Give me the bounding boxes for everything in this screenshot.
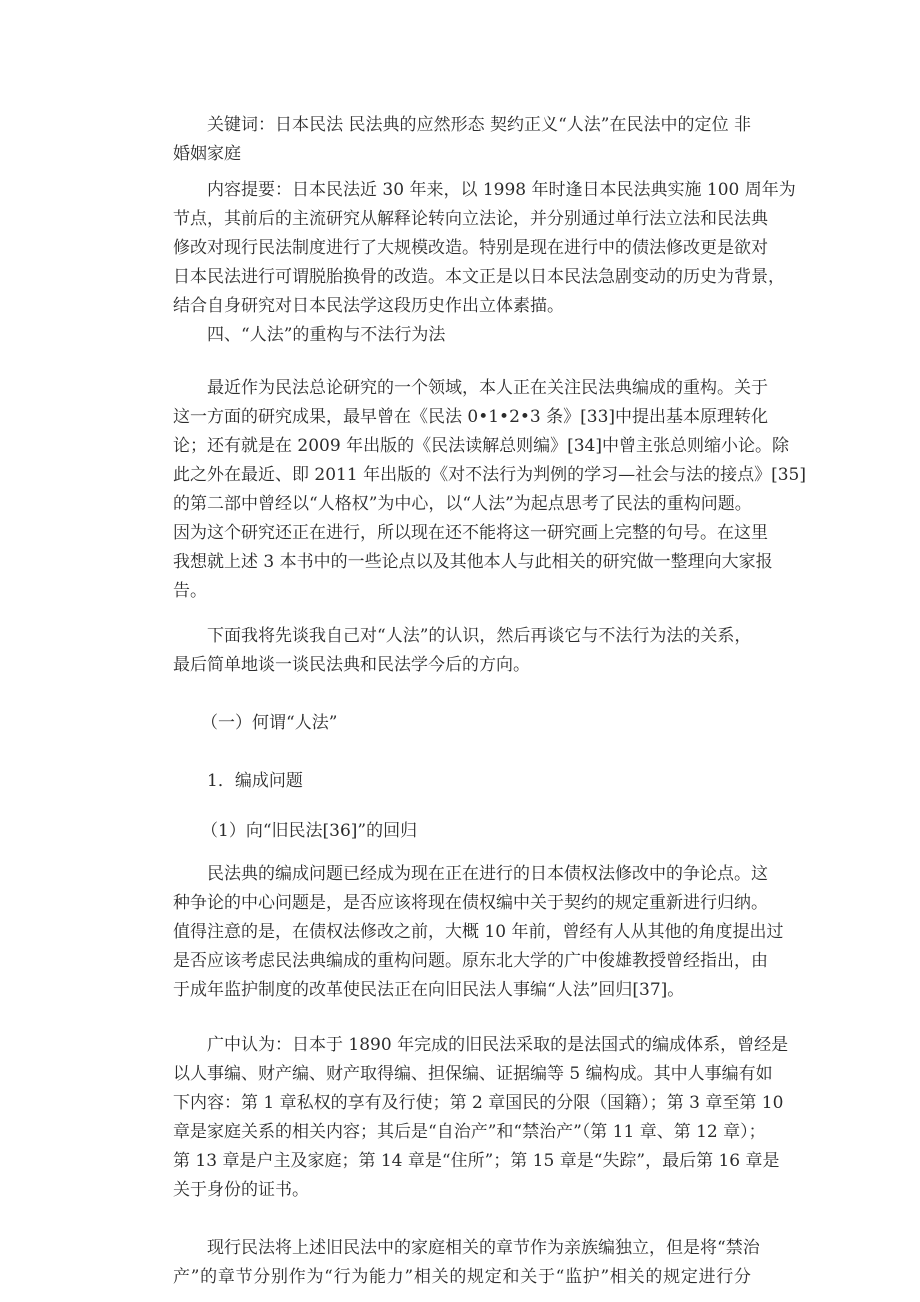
text-line: 节点，其前后的主流研究从解释论转向立法论，并分别通过单行法立法和民法典: [173, 209, 768, 229]
text-line: 章是家庭关系的相关内容；其后是“自治产”和“禁治产”（第 11 章、第 12 章）；: [173, 1122, 766, 1142]
section-heading-container: [173, 321, 751, 350]
text-line: 关键词：日本民法 民法典的应然形态 契约正义“人法”在民法中的定位 非: [207, 115, 751, 135]
subheading-return-old-civil-law: （1）向“旧民法[36]”的回归: [201, 821, 418, 841]
subheading-compilation-issue: 1．编成问题: [207, 771, 303, 791]
body-paragraph-2: [173, 622, 751, 680]
body-paragraph-1: [173, 374, 806, 606]
text-line: 论；还有就是在 2009 年出版的《民法读解总则编》[34]中曾主张总则缩小论。除: [173, 436, 789, 456]
text-line: 产”的章节分别作为“行为能力”相关的规定和关于“监护”相关的规定进行分: [173, 1267, 751, 1287]
text-line: 我想就上述 3 本书中的一些论点以及其他本人与此相关的研究做一整理向大家报: [173, 552, 773, 572]
text-line: 的第二部中曾经以“人格权”为中心，以“人法”为起点思考了民法的重构问题。: [173, 494, 752, 514]
text-line: 值得注意的是，在债权法修改之前，大概 10 年前，曾经有人从其他的角度提出过: [173, 922, 784, 942]
text-line: 最后简单地谈一谈民法典和民法学今后的方向。: [173, 655, 530, 675]
text-line: 内容提要：日本民法近 30 年来，以 1998 年时逢日本民法典实施 100 周年为: [207, 180, 796, 200]
text-line: 于成年监护制度的改革使民法正在向旧民法人事编“人法”回归[37]。: [173, 980, 685, 1000]
text-line: 下内容：第 1 章私权的享有及行使；第 2 章国民的分限（国籍）；第 3 章至第 10: [173, 1093, 784, 1113]
text-line: 第 13 章是户主及家庭；第 14 章是“住所”；第 15 章是“失踪”，最后第 16 章是: [173, 1151, 780, 1171]
keywords-paragraph: [173, 111, 751, 169]
text-line: 修改对现行民法制度进行了大规模改造。特别是现在进行中的债法修改更是欲对: [173, 238, 768, 258]
text-line: 关于身份的证书。: [173, 1180, 309, 1200]
text-line: 现行民法将上述旧民法中的家庭相关的章节作为亲族编独立，但是将“禁治: [207, 1238, 760, 1258]
text-line: 告。: [173, 581, 207, 601]
text-line: 广中认为：日本于 1890 年完成的旧民法采取的是法国式的编成体系，曾经是: [207, 1035, 789, 1055]
text-line: 因为这个研究还正在进行，所以现在还不能将这一研究画上完整的句号。在这里: [173, 523, 768, 543]
subheading-container-3: [173, 817, 751, 846]
text-line: 民法典的编成问题已经成为现在正在进行的日本债权法修改中的争论点。这: [207, 864, 768, 884]
text-line: 此之外在最近、即 2011 年出版的《对不法行为判例的学习—社会与法的接点》[35]: [173, 465, 806, 485]
text-line: 结合自身研究对日本民法学这段历史作出立体素描。: [173, 296, 564, 316]
body-paragraph-5: [173, 1234, 760, 1292]
subheading-what-is-person-law: （一）何谓“人法”: [201, 713, 338, 733]
section-heading: 四、“人法”的重构与不法行为法: [207, 325, 446, 345]
text-line: 种争论的中心问题是，是否应该将现在债权编中关于契约的规定重新进行归纳。: [173, 893, 768, 913]
body-paragraph-3: [173, 860, 784, 1005]
text-line: 下面我将先谈我自己对“人法”的认识，然后再谈它与不法行为法的关系，: [207, 626, 752, 646]
text-line: 是否应该考虑民法典编成的重构问题。原东北大学的广中俊雄教授曾经指出，由: [173, 951, 768, 971]
abstract-paragraph: [173, 176, 796, 321]
subheading-container-1: [173, 709, 751, 738]
subheading-container-2: [173, 767, 751, 796]
text-line: 最近作为民法总论研究的一个领域，本人正在关注民法典编成的重构。关于: [207, 378, 768, 398]
text-line: 以人事编、财产编、财产取得编、担保编、证据编等 5 编构成。其中人事编有如: [173, 1064, 773, 1084]
body-paragraph-4: [173, 1031, 789, 1205]
text-line: 日本民法进行可谓脱胎换骨的改造。本文正是以日本民法急剧变动的历史为背景，: [173, 267, 785, 287]
text-line: 婚姻家庭: [173, 144, 241, 164]
text-line: 这一方面的研究成果，最早曾在《民法 0•1•2•3 条》[33]中提出基本原理转化: [173, 407, 769, 427]
